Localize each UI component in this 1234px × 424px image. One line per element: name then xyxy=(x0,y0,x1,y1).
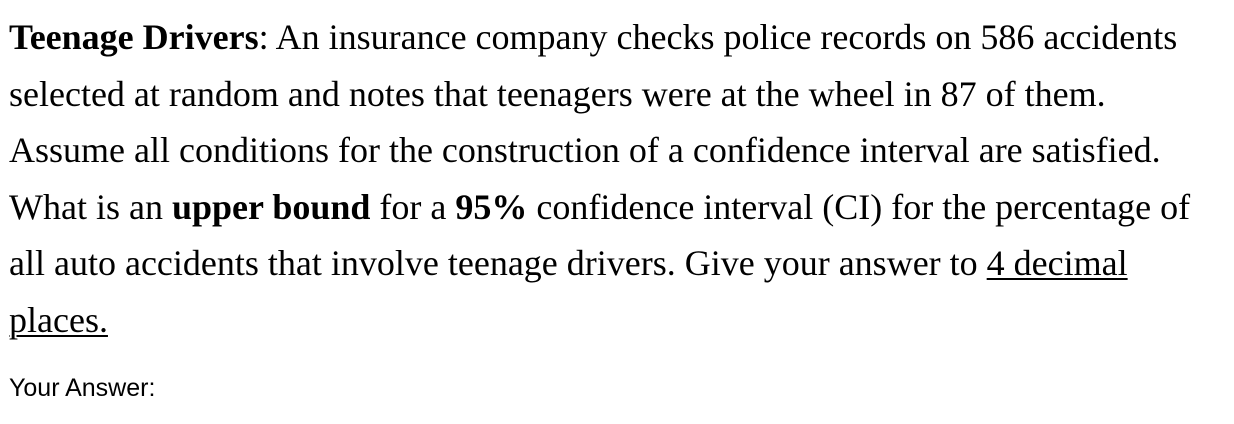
emphasis-upper-bound: upper bound xyxy=(171,186,371,227)
question-body-mid: for a xyxy=(370,186,456,227)
answer-label: Your Answer: xyxy=(9,374,156,402)
question-title: Teenage Drivers xyxy=(9,17,259,57)
question-body-end: confidence interval (CI) for the percentage of all auto accidents that involve teenage drivers. Give your answer to xyxy=(9,186,1191,283)
question-body-intro: : An insurance company checks police records on 586 accidents selected at random and notes that teenagers were at the wheel in 87 of them. Assume all conditions for the construction of a confidence interval are satisfied. What is an xyxy=(9,17,1178,227)
question-text xyxy=(9,9,1219,348)
decimal-places-instruction: 4 decimal places. xyxy=(9,243,1128,340)
emphasis-confidence-level: 95% xyxy=(455,186,528,227)
